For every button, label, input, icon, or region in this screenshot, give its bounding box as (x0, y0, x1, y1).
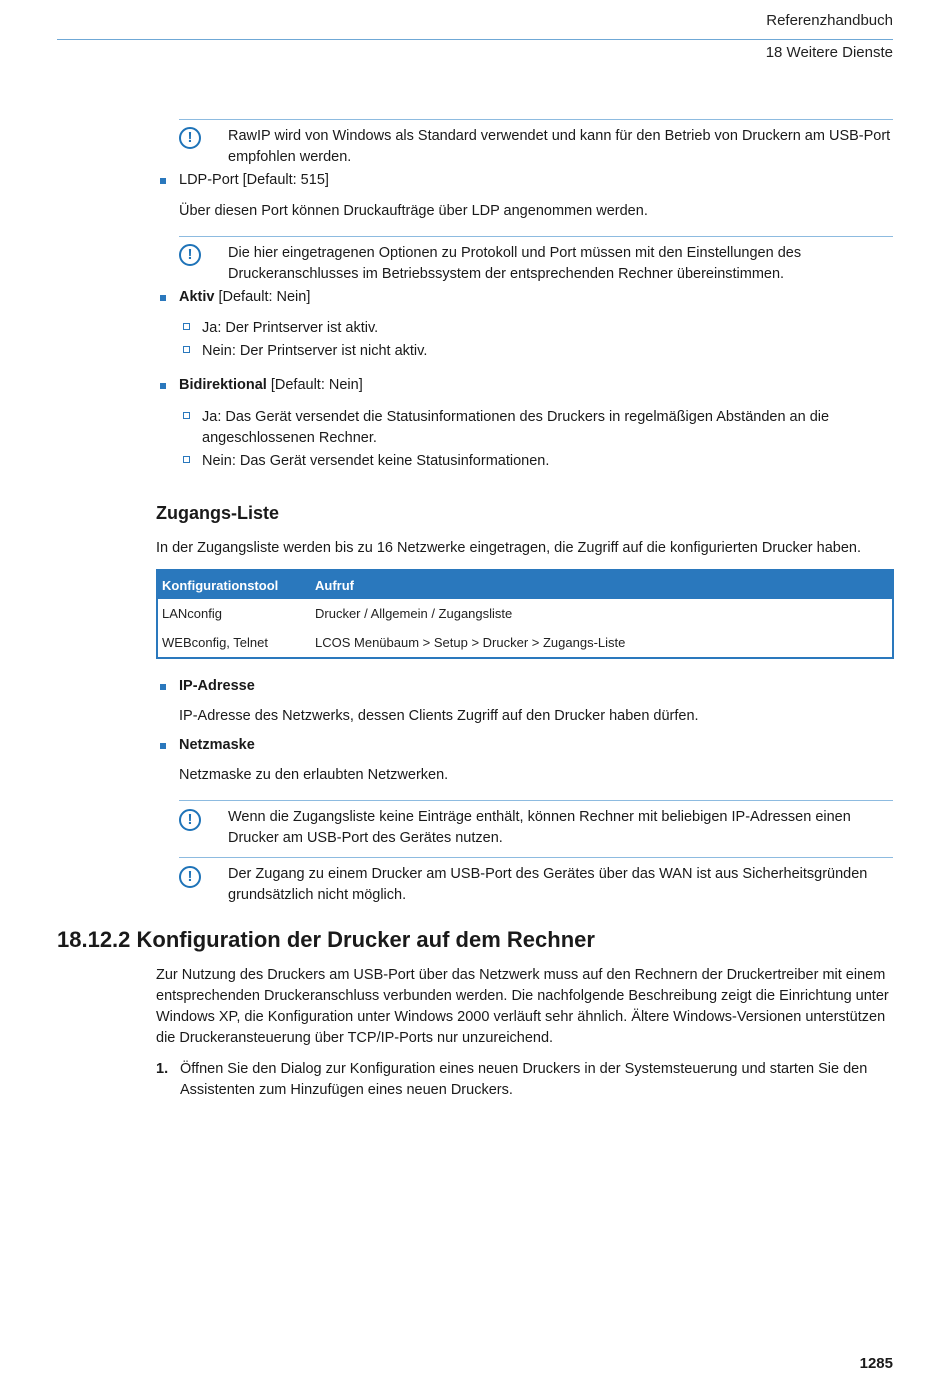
step-number: 1. (156, 1061, 169, 1077)
ip-adresse-description: IP-Adresse des Netzwerks, dessen Clients Zugriff auf den Drucker haben dürfen. (179, 708, 699, 724)
section-heading: 18.12.2 Konfiguration der Drucker auf dem Rechner (57, 927, 595, 952)
bullet-icon (160, 684, 166, 690)
note-text: RawIP wird von Windows als Standard verwendet und kann für den Betrieb von Druckern am USB-Port empfohlen werden. (228, 128, 891, 165)
note-text: Die hier eingetragenen Optionen zu Protokoll und Port müssen mit den Einstellungen des Druckeranschlusses im Betriebssystem der entsprechenden Rechner übereinstimmen. (228, 245, 802, 282)
zugangs-liste-intro: In der Zugangsliste werden bis zu 16 Netzwerke eingetragen, die Zugriff auf die konfigurierten Drucker haben. (156, 540, 861, 556)
aktiv-option-nein: Nein: Der Printserver ist nicht aktiv. (202, 343, 428, 359)
note-text: Der Zugang zu einem Drucker am USB-Port des Gerätes über das WAN ist aus Sicherheitsgründen grundsätzlich nicht möglich. (228, 866, 868, 903)
table-header-row (157, 570, 893, 599)
header-chapter: 18 Weitere Dienste (765, 44, 893, 61)
info-icon: ! (179, 866, 201, 888)
table-cell-aufruf: LCOS Menübaum > Setup > Drucker > Zugangs-Liste (315, 635, 626, 650)
bullet-icon (160, 178, 166, 184)
bullet-icon (160, 295, 166, 301)
sub-bullet-icon (183, 412, 190, 419)
netzmaske-description: Netzmaske zu den erlaubten Netzwerken. (179, 767, 449, 783)
bidirektional-option-ja: Ja: Das Gerät versendet die Statusinformationen des Druckers in regelmäßigen Abständen an die angeschlossenen Rechner. (202, 409, 830, 446)
sub-bullet-icon (183, 323, 190, 330)
table-cell-tool: WEBconfig, Telnet (162, 635, 268, 650)
sub-bullet-icon (183, 346, 190, 353)
bullet-icon (160, 383, 166, 389)
bidirektional-label: Bidirektional [Default: Nein] (179, 377, 363, 393)
sub-bullet-icon (183, 456, 190, 463)
bidirektional-option-nein: Nein: Das Gerät versendet keine Statusinformationen. (202, 453, 550, 469)
info-icon: ! (179, 127, 201, 149)
ldp-port-description: Über diesen Port können Druckaufträge über LDP angenommen werden. (179, 203, 648, 219)
ldp-port-label: LDP-Port [Default: 515] (179, 172, 329, 188)
note-rule (179, 800, 893, 801)
table-cell-aufruf: Drucker / Allgemein / Zugangsliste (315, 606, 513, 621)
config-table (156, 569, 894, 659)
header-title: Referenzhandbuch (766, 12, 893, 29)
table-header-tool: Konfigurationstool (157, 570, 311, 599)
header-rule (57, 39, 893, 40)
bullet-icon (160, 743, 166, 749)
ip-adresse-label: IP-Adresse (179, 678, 255, 694)
note-text: Wenn die Zugangsliste keine Einträge enthält, können Rechner mit beliebigen IP-Adressen einen Drucker am USB-Port des Gerätes nutzen. (228, 809, 851, 846)
note-rule (179, 236, 893, 237)
note-rule (179, 857, 893, 858)
table-row (157, 628, 893, 658)
table-cell-tool: LANconfig (162, 606, 222, 621)
section-body: Zur Nutzung des Druckers am USB-Port über das Netzwerk muss auf den Rechnern der Druckertreiber mit einem entsprechenden Druckeranschluss verbunden werden. Die nachfolgende Beschreibung zeigt die Einrichtung unter Windows XP, die Konfiguration unter Windows 2000 verläuft sehr ähnlich. Ältere Windows-Versionen unterstützen die Druckeransteuerung über TCP/IP-Ports nur unzureichend. (156, 967, 889, 1046)
aktiv-label: Aktiv [Default: Nein] (179, 289, 311, 305)
page-number: 1285 (859, 1355, 893, 1372)
step-text: Öffnen Sie den Dialog zur Konfiguration eines neuen Druckers in der Systemsteuerung und starten Sie den Assistenten zum Hinzufügen eines neuen Druckers. (180, 1061, 868, 1098)
info-icon: ! (179, 244, 201, 266)
note-rule (179, 119, 893, 120)
aktiv-option-ja: Ja: Der Printserver ist aktiv. (202, 320, 379, 336)
zugangs-liste-heading: Zugangs-Liste (156, 503, 280, 523)
netzmaske-label: Netzmaske (179, 737, 255, 753)
table-header-aufruf: Aufruf (311, 570, 893, 599)
table-row (157, 599, 893, 628)
info-icon: ! (179, 809, 201, 831)
